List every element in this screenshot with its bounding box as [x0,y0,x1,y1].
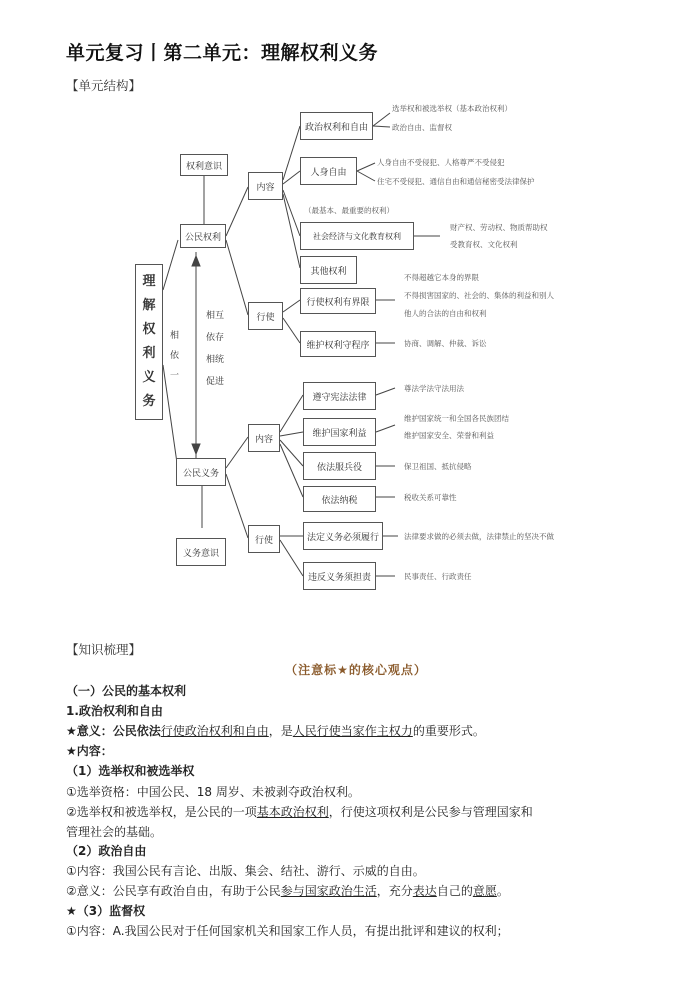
duty-item-national: 维护国家利益 [303,418,376,446]
note-tax: 税收关系可靠性 [404,493,457,502]
item-election-right-cont: 管理社会的基础。 [66,825,163,839]
note-limits-2: 不得损害国家的、社会的、集体的利益和别人 [404,291,554,300]
content-label: ★内容： [66,744,113,758]
duties-content-box: 内容 [248,424,280,452]
item2-underline: 基本政治权利 [256,805,329,819]
rights-awareness-box: 权利意识 [180,154,228,176]
rights-item-political: 政治权利和自由 [300,112,373,140]
item4-end: 。 [496,884,509,898]
citizen-rights-box: 公民权利 [180,224,226,248]
duty-exercise-liability: 违反义务须担责 [303,562,376,590]
knowledge-body [66,682,646,982]
core-note: （注意标★的核心观点） [285,663,427,677]
item4-prefix: ②意义：公民享有政治自由，有助于公民 [66,884,281,898]
heading-basic-rights: （一）公民的基本权利 [66,684,187,698]
meaning-line [66,722,485,739]
item-supervision-content: ①内容：A.我国公民对于任何国家机关和国家工作人员，有提出批评和建议的权利； [66,924,509,938]
item2-end: ，行使这项权利是公民参与管理国家和 [328,805,533,819]
structure-section-label: 【单元结构】 [66,78,142,93]
relation-word: 依存 [206,333,225,343]
heading-election: （1）选举权和被选举权 [66,764,195,778]
root-char: 理 [142,274,156,289]
page-title: 单元复习丨第二单元：理解权利义务 [66,42,379,64]
relation-word: 相互 [206,311,225,321]
note-limits-3: 他人的合法的自由和权利 [404,309,487,318]
rights-item-personal: 人身自由 [300,157,357,185]
note-personal-1: 人身自由不受侵犯、人格尊严不受侵犯 [377,158,505,167]
duty-awareness-box: 义务意识 [176,538,226,566]
item4-underline-2: 表达 [412,884,437,898]
rights-content-box: 内容 [248,172,283,200]
meaning-mid: ，是 [268,724,293,738]
rights-exercise-limits: 行使权利有界限 [300,288,376,314]
item4-underline-3: 意愿 [472,884,497,898]
note-social-1: 财产权、劳动权、物质帮助权 [450,223,548,232]
note-personal-2: 住宅不受侵犯、通信自由和通信秘密受法律保护 [377,177,535,186]
meaning-underline-2: 人民行使当家作主权力 [292,724,413,738]
note-military: 保卫祖国、抵抗侵略 [404,462,472,471]
rights-exercise-procedure: 维护权利守程序 [300,331,376,357]
relation-char: 相 [170,331,180,341]
item-freedom-content: ①内容：我国公民有言论、出版、集会、结社、游行、示威的自由。 [66,864,425,878]
note-political-2: 政治自由、监督权 [392,123,452,132]
duties-exercise-box: 行使 [248,525,280,553]
note-social-header: （最基本、最重要的权利） [304,206,394,215]
item-election-qualification: ①选举资格：中国公民、18 周岁、未被剥夺政治权利。 [66,785,360,799]
item2-prefix: ②选举权和被选举权，是公民的一项 [66,805,257,819]
knowledge-section-label: 【知识梳理】 [66,642,142,657]
note-political-1: 选举权和被选举权（基本政治权利） [392,104,512,113]
meaning-prefix: ★意义：公民依法 [66,724,161,738]
rights-exercise-box: 行使 [248,302,283,330]
relation-label-right [206,310,224,388]
note-procedure-1: 协商、调解、仲裁、诉讼 [404,339,487,348]
duty-item-law: 遵守宪法法律 [303,382,376,410]
heading-political-freedom: （2）政治自由 [66,844,147,858]
note-national-1: 维护国家统一和全国各民族团结 [404,414,509,423]
root-char: 利 [142,346,156,361]
item-election-right [66,803,533,820]
duty-exercise-must: 法定义务必须履行 [303,522,383,550]
root-char: 务 [142,394,156,409]
relation-char: 依 [170,351,180,361]
note-must: 法律要求做的必须去做，法律禁止的坚决不做 [404,532,554,541]
duty-item-military: 依法服兵役 [303,452,376,480]
citizen-duties-box: 公民义务 [176,458,226,486]
note-social-2: 受教育权、文化权利 [450,240,518,249]
item-freedom-meaning [66,882,509,899]
item4-mid: ，充分 [376,884,413,898]
item4-mid2: 自己的 [436,884,473,898]
relation-word: 相统 [206,355,225,365]
heading-supervision: ★（3）监督权 [66,904,146,918]
note-national-2: 维护国家安全、荣誉和利益 [404,431,494,440]
note-law: 尊法学法守法用法 [404,384,464,393]
relation-word: 促进 [206,377,225,387]
rights-item-social: 社会经济与文化教育权利 [300,222,414,250]
note-limits-1: 不得超越它本身的界限 [404,273,479,282]
duty-item-tax: 依法纳税 [303,486,376,512]
heading-political-rights: 1.政治权利和自由 [66,704,163,718]
meaning-underline-1: 行使政治权利和自由 [160,724,269,738]
diagram-root-box [135,264,163,420]
note-liability: 民事责任、行政责任 [404,572,472,581]
root-char: 权 [142,322,156,337]
root-char: 解 [142,298,156,313]
relation-char: 一 [170,371,180,381]
root-char: 义 [142,370,156,385]
relation-label-left [170,330,179,382]
rights-item-other: 其他权利 [300,256,357,284]
item4-underline: 参与国家政治生活 [280,884,377,898]
meaning-end: 的重要形式。 [412,724,485,738]
